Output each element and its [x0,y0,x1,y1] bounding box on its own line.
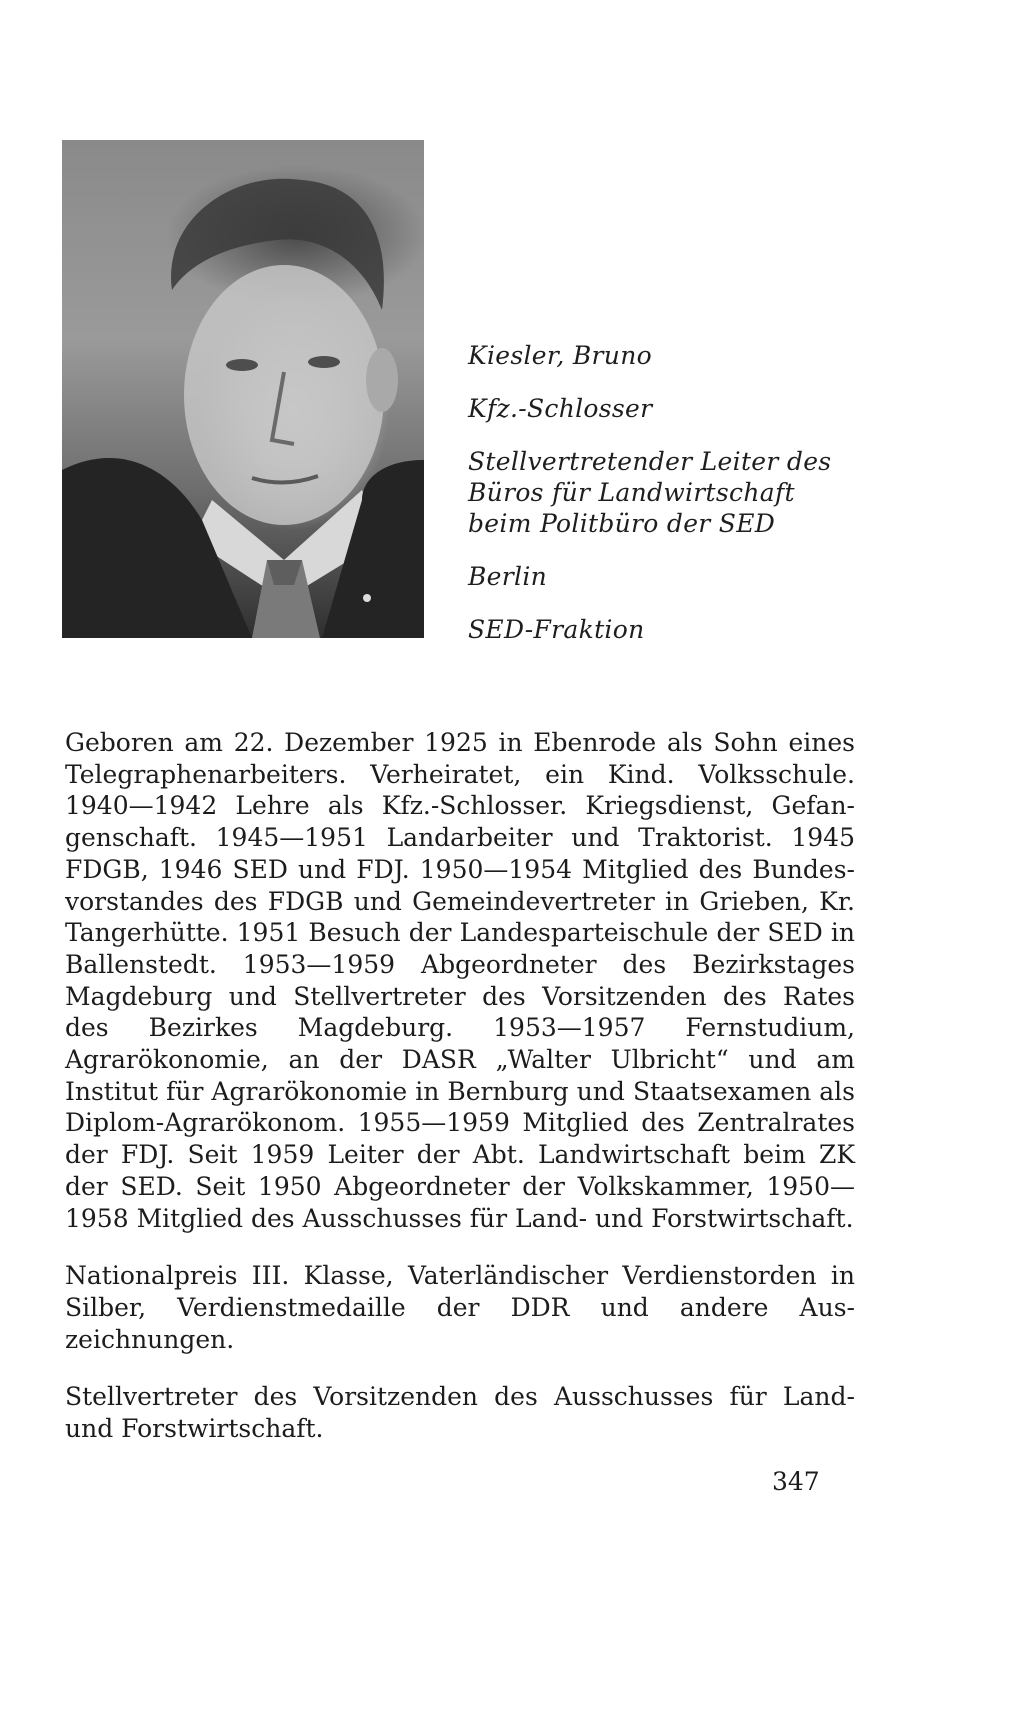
person-occupation: Kfz.-Schlosser [468,394,653,423]
person-faction: SED-Fraktion [468,615,645,644]
person-caption [468,340,868,667]
biography-paragraph: Geboren am 22. Dezember 1925 in Ebenrode als Sohn eines Telegraphenarbeiters. Verheiratet, ein Kind. Volksschule. 1940—1942 Lehre als Kfz.-Schlosser. Kriegsdienst, Gefangenschaft. 1945—1951 Landarbeiter und Traktorist. 1945 FDGB, 1946 SED und FDJ. 1950—1954 Mitglied des Bundesvorstandes des FDGB und Gemeindevertreter in Grieben, Kr. Tangerhütte. 1951 Besuch der Landesparteischule der SED in Ballenstedt. 1953—1959 Abgeordneter des Bezirkstages Magdeburg und Stellvertreter des Vorsitzenden des Rates des Bezirkes Magdeburg. 1953—1957 Fernstudium, Agrarökonomie, an der DASR „Walter Ulbricht“ und am Institut für Agrarökonomie in Bernburg und Staatsexamen als Diplom-Agrarökonom. 1955—1959 Mitglied des Zentralrates der FDJ. Seit 1959 Leiter der Abt. Landwirtschaft beim ZK der SED. Seit 1950 Abgeordneter der Volkskammer, 1950—1958 Mitglied des Ausschusses für Land- und Forstwirtschaft. [65,728,855,1233]
person-position: Stellvertretender Leiter des Büros für Landwirtschaft beim Politbüro der SED [468,447,832,538]
portrait-illustration [62,140,424,638]
role-paragraph: Stellvertreter des Vorsitzenden des Ausschusses für Land- und Forstwirtschaft. [65,1382,855,1444]
portrait-photo [62,140,424,638]
person-city: Berlin [468,562,548,591]
person-name: Kiesler, Bruno [468,341,652,370]
page-number: 347 [772,1467,820,1496]
awards-paragraph: Nationalpreis III. Klasse, Vaterländischer Verdienstorden in Silber, Verdienstmedaille der DDR und andere Auszeichnungen. [65,1261,855,1354]
biography-text [65,727,855,1471]
